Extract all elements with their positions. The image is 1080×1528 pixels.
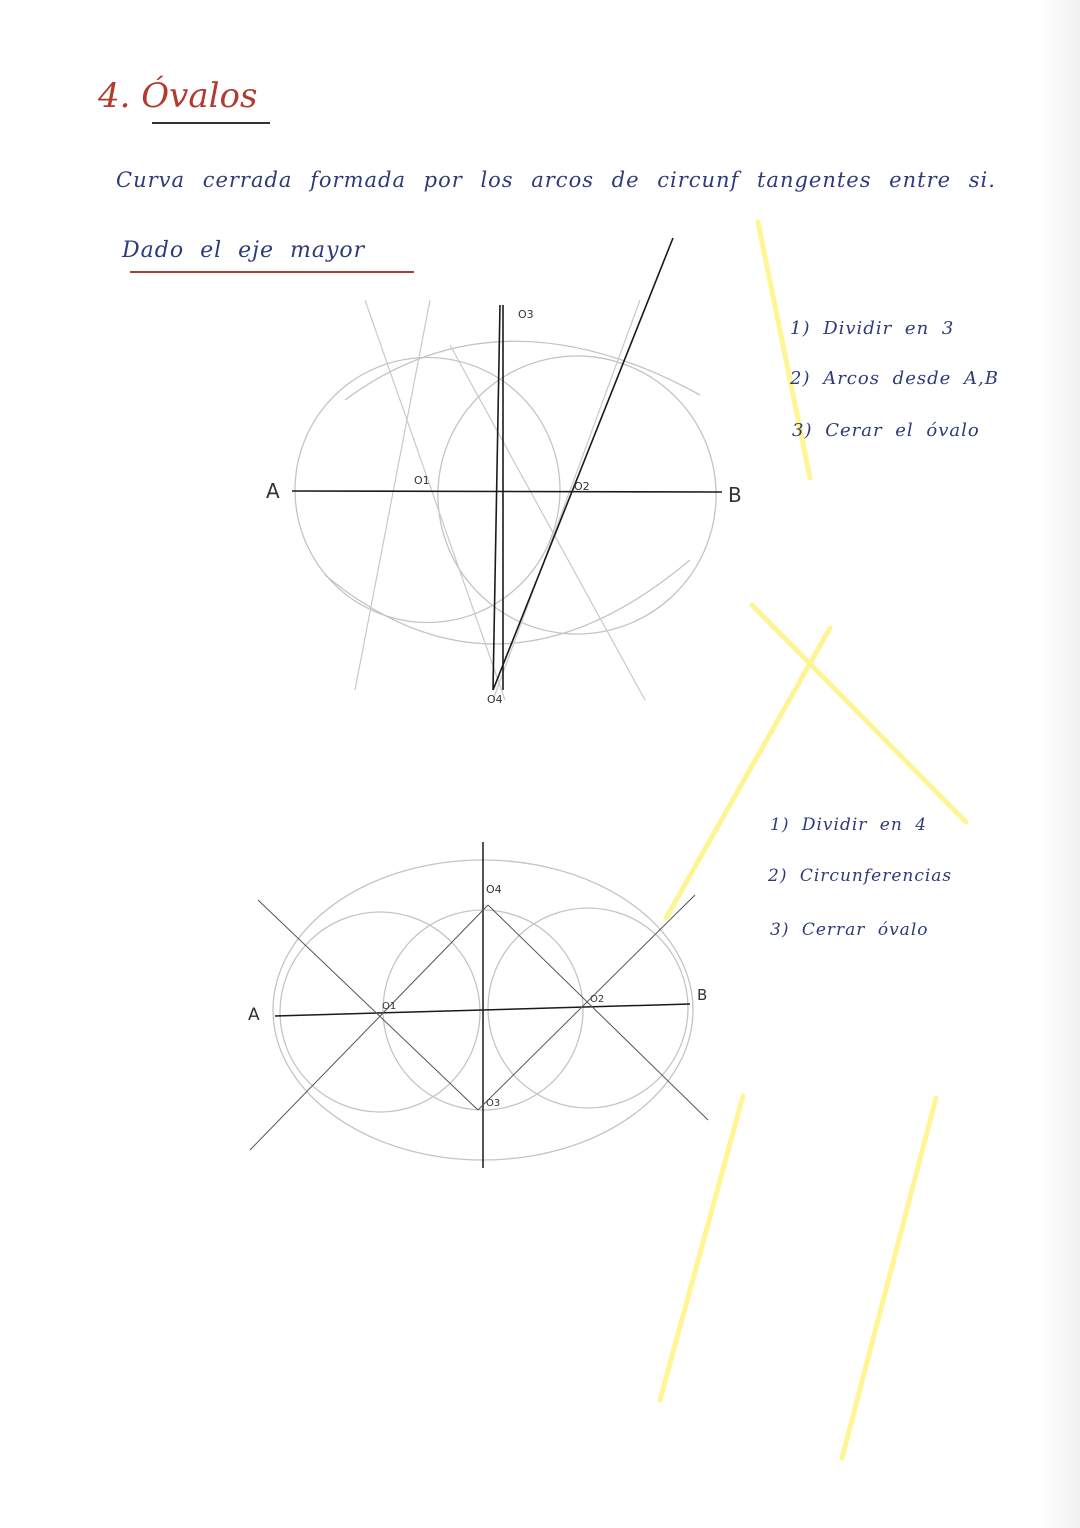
diagonal-line xyxy=(258,900,478,1110)
diagonal-line xyxy=(488,905,708,1120)
point-label-o4: O4 xyxy=(486,883,502,896)
point-label-o3: O3 xyxy=(486,1098,501,1109)
figure-2-step-2: 2) Circunferencias xyxy=(768,866,953,886)
point-label-o4: O4 xyxy=(487,693,503,706)
construction-circle-o2 xyxy=(488,908,688,1108)
point-label-b: B xyxy=(697,986,708,1004)
point-label-o1: O1 xyxy=(414,474,430,487)
figure-2-step-3: 3) Cerrar óvalo xyxy=(770,920,929,940)
page-title: 4. Óvalos xyxy=(98,76,258,116)
point-label-o2: O2 xyxy=(574,480,590,493)
point-label-o1: O1 xyxy=(382,1001,397,1012)
point-label-o3: O3 xyxy=(518,308,534,321)
subtitle: Dado el eje mayor xyxy=(122,238,366,263)
diagonal-line xyxy=(250,905,488,1150)
figure-1-step-1: 1) Dividir en 3 xyxy=(790,318,955,339)
figure-1-step-2: 2) Arcos desde A,B xyxy=(790,368,999,389)
point-label-a: A xyxy=(266,479,280,503)
figure-1-step-3: 3) Cerar el óvalo xyxy=(792,420,980,441)
figure-2-step-1: 1) Dividir en 4 xyxy=(770,815,928,835)
point-label-a: A xyxy=(248,1005,260,1025)
definition-text: Curva cerrada formada por los arcos de circunf tangentes entre si. xyxy=(116,168,996,192)
construction-circle-o1 xyxy=(280,912,480,1112)
point-label-b: B xyxy=(728,483,742,507)
point-label-o2: O2 xyxy=(590,994,605,1005)
